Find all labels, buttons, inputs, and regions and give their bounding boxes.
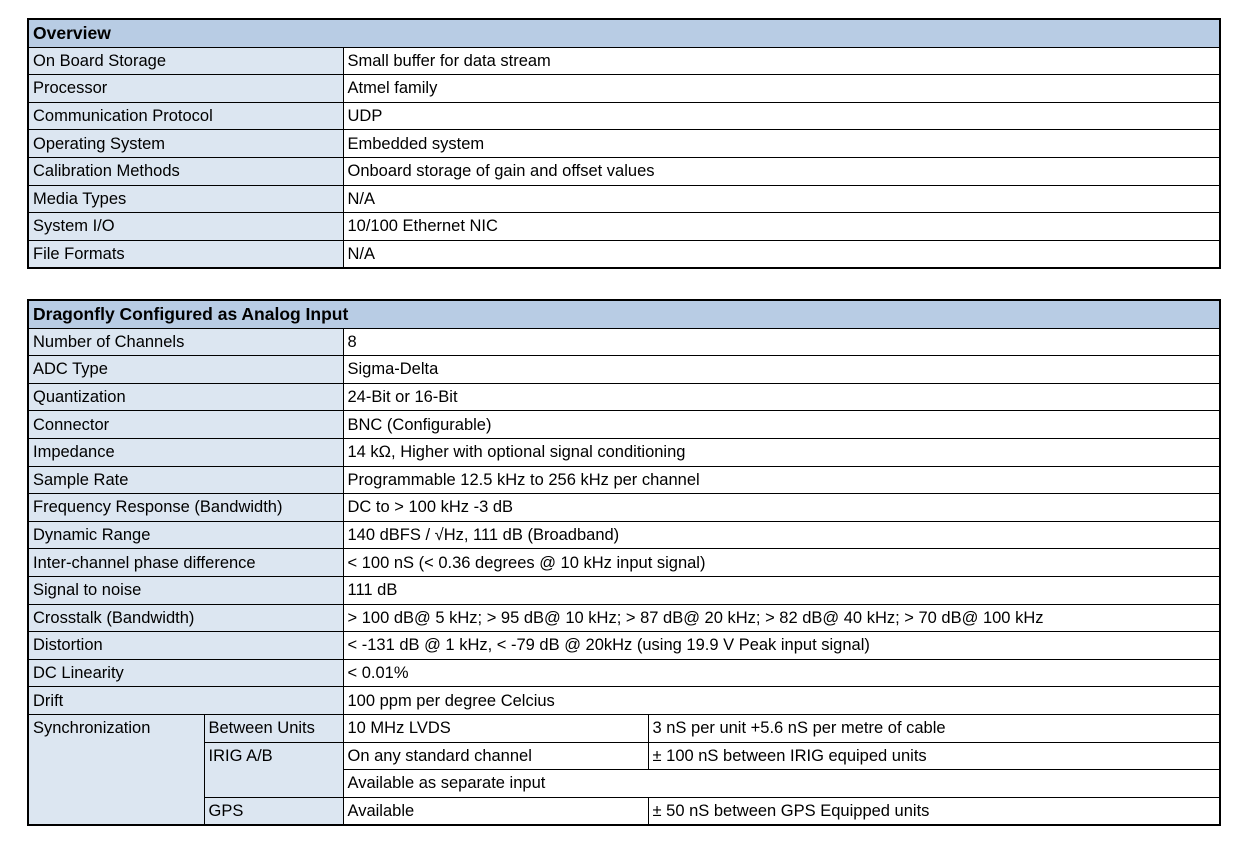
sync-value: Available as separate input [343,770,1220,798]
table-row [28,157,1220,185]
table-row [28,383,1220,411]
table-row [28,328,1220,356]
row-value: Sigma-Delta [343,356,1220,384]
row-label: Impedance [28,438,343,466]
table-row [28,576,1220,604]
sync-value: On any standard channel [343,742,648,770]
sync-sub-label: IRIG A/B [204,742,343,797]
row-value: 8 [343,328,1220,356]
sync-detail: ± 100 nS between IRIG equiped units [648,742,1220,770]
table-row [28,130,1220,158]
row-label: Frequency Response (Bandwidth) [28,494,343,522]
row-value: < 100 nS (< 0.36 degrees @ 10 kHz input signal) [343,549,1220,577]
table-row [28,659,1220,687]
table-row [28,75,1220,103]
row-label: Drift [28,687,343,715]
row-label: Quantization [28,383,343,411]
table-row [28,494,1220,522]
row-value: Onboard storage of gain and offset values [343,157,1220,185]
row-label: Communication Protocol [28,102,343,130]
table-row [28,466,1220,494]
row-label: System I/O [28,213,343,241]
sync-detail: ± 50 nS between GPS Equipped units [648,797,1220,825]
row-value: N/A [343,240,1220,268]
row-value: 24-Bit or 16-Bit [343,383,1220,411]
row-value: Programmable 12.5 kHz to 256 kHz per channel [343,466,1220,494]
row-value: 111 dB [343,576,1220,604]
row-value: Embedded system [343,130,1220,158]
row-value: 140 dBFS / √Hz, 111 dB (Broadband) [343,521,1220,549]
table-row [28,356,1220,384]
analog-title: Dragonfly Configured as Analog Input [28,300,1220,328]
sync-row-gps [28,797,1220,825]
row-value: DC to > 100 kHz -3 dB [343,494,1220,522]
sync-detail: 3 nS per unit +5.6 nS per metre of cable [648,714,1220,742]
row-value: 14 kΩ, Higher with optional signal conditioning [343,438,1220,466]
row-value: < 0.01% [343,659,1220,687]
row-label: Distortion [28,632,343,660]
sync-sub-label: Between Units [204,714,343,742]
row-value: BNC (Configurable) [343,411,1220,439]
row-label: Connector [28,411,343,439]
row-value: < -131 dB @ 1 kHz, < -79 dB @ 20kHz (using 19.9 V Peak input signal) [343,632,1220,660]
row-label: Signal to noise [28,576,343,604]
table-row [28,632,1220,660]
row-value: UDP [343,102,1220,130]
table-row [28,185,1220,213]
row-label: Sample Rate [28,466,343,494]
sync-row-irig [28,742,1220,770]
sync-value: Available [343,797,648,825]
sync-sub-label: GPS [204,797,343,825]
table-row [28,521,1220,549]
row-value: N/A [343,185,1220,213]
row-value: Small buffer for data stream [343,47,1220,75]
row-label: Calibration Methods [28,157,343,185]
row-value: 10/100 Ethernet NIC [343,213,1220,241]
row-label: Dynamic Range [28,521,343,549]
row-label: On Board Storage [28,47,343,75]
overview-header-row [28,19,1220,47]
row-label: Crosstalk (Bandwidth) [28,604,343,632]
row-label: ADC Type [28,356,343,384]
sync-value: 10 MHz LVDS [343,714,648,742]
table-row [28,687,1220,715]
row-label: Media Types [28,185,343,213]
table-row [28,213,1220,241]
row-label: File Formats [28,240,343,268]
table-row [28,240,1220,268]
row-value: 100 ppm per degree Celcius [343,687,1220,715]
row-label: Processor [28,75,343,103]
table-row [28,102,1220,130]
row-label: Operating System [28,130,343,158]
row-label: DC Linearity [28,659,343,687]
table-row [28,47,1220,75]
analog-input-table [27,299,1221,826]
table-row [28,411,1220,439]
analog-header-row [28,300,1220,328]
table-row [28,549,1220,577]
row-value: > 100 dB@ 5 kHz; > 95 dB@ 10 kHz; > 87 dB@ 20 kHz; > 82 dB@ 40 kHz; > 70 dB@ 100 kHz [343,604,1220,632]
sync-row-between-units [28,714,1220,742]
table-row [28,604,1220,632]
row-label: Inter-channel phase difference [28,549,343,577]
row-label: Number of Channels [28,328,343,356]
overview-title: Overview [28,19,1220,47]
table-row [28,438,1220,466]
overview-table [27,18,1221,269]
row-value: Atmel family [343,75,1220,103]
sync-label: Synchronization [28,714,204,825]
